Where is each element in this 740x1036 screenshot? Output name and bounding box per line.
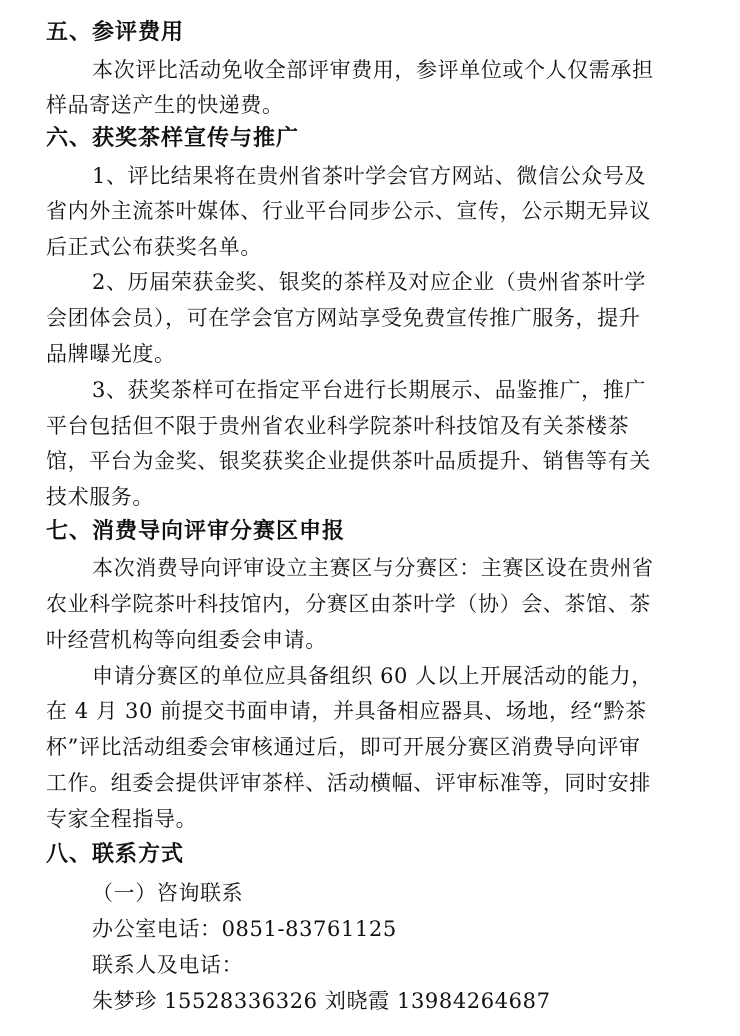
contact-subheading: （一）咨询联系 xyxy=(92,881,244,905)
section-heading-fees: 五、参评费用 xyxy=(46,20,185,45)
paragraph-line: 馆，平台为金奖、银奖获奖企业提供茶叶品质提升、销售等有关 xyxy=(46,449,651,473)
paragraph-line: 技术服务。 xyxy=(46,485,154,509)
paragraph-line: 会团体会员），可在学会官方网站享受免费宣传推广服务，提升 xyxy=(46,306,641,330)
paragraph-line: 品牌曝光度。 xyxy=(46,342,176,366)
paragraph-line: 省内外主流茶叶媒体、行业平台同步公示、宣传，公示期无异议 xyxy=(46,199,651,223)
paragraph-line: 工作。组委会提供评审茶样、活动横幅、评审标准等，同时安排 xyxy=(46,771,651,795)
contact-persons: 朱梦珍 15528336326 刘晓霞 13984264687 xyxy=(92,989,551,1013)
paragraph-line: 样品寄送产生的快递费。 xyxy=(46,93,284,117)
paragraph-line: 专家全程指导。 xyxy=(46,807,198,831)
paragraph-line: 平台包括但不限于贵州省农业科学院茶叶科技馆及有关茶楼茶 xyxy=(46,414,630,438)
paragraph-line: 本次评比活动免收全部评审费用，参评单位或个人仅需承担 xyxy=(92,58,654,82)
section-heading-sub-venue: 七、消费导向评审分赛区申报 xyxy=(46,519,346,544)
paragraph-line: 农业科学院茶叶科技馆内，分赛区由茶叶学（协）会、茶馆、茶 xyxy=(46,592,651,616)
contact-person-label: 联系人及电话： xyxy=(92,953,244,977)
section-heading-promotion: 六、获奖茶样宣传与推广 xyxy=(46,126,300,151)
office-phone: 办公室电话：0851-83761125 xyxy=(92,917,397,941)
paragraph-line: 叶经营机构等向组委会申请。 xyxy=(46,628,327,652)
paragraph-line: 申请分赛区的单位应具备组织 60 人以上开展活动的能力， xyxy=(92,664,653,688)
paragraph-line: 在 4 月 30 前提交书面申请，并具备相应器具、场地，经“黔茶 xyxy=(46,699,647,723)
paragraph-line: 3、获奖茶样可在指定平台进行长期展示、品鉴推广，推广 xyxy=(92,378,646,402)
section-heading-contact: 八、联系方式 xyxy=(46,842,185,867)
paragraph-line: 2、历届荣获金奖、银奖的茶样及对应企业（贵州省茶叶学 xyxy=(92,270,646,294)
paragraph-line: 后正式公布获奖名单。 xyxy=(46,235,262,259)
paragraph-line: 本次消费导向评审设立主赛区与分赛区：主赛区设在贵州省 xyxy=(92,556,654,580)
paragraph-line: 杯”评比活动组委会审核通过后，即可开展分赛区消费导向评审 xyxy=(46,735,641,759)
paragraph-line: 1、评比结果将在贵州省茶叶学会官方网站、微信公众号及 xyxy=(92,164,646,188)
